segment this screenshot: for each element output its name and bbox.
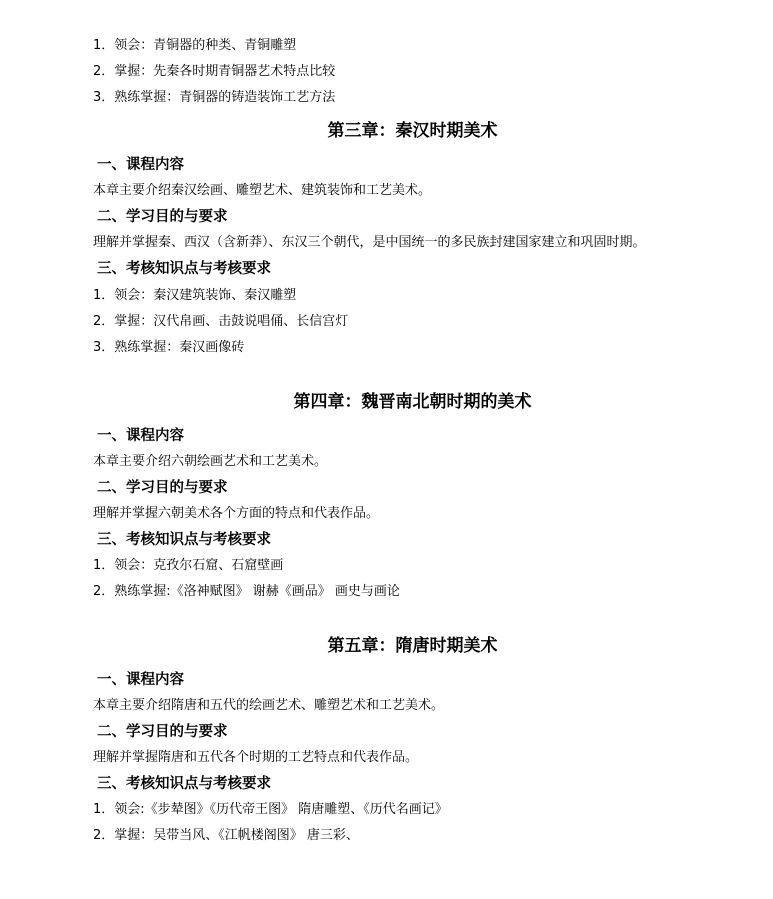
list-item: 3．熟练掌握：青铜器的铸造装饰工艺方法: [93, 90, 336, 105]
list-item: 1．领会：秦汉建筑装饰、秦汉雕塑: [93, 288, 297, 303]
chapter-title: 第五章：隋唐时期美术: [327, 636, 498, 656]
section-heading: 二、学习目的与要求: [97, 479, 228, 496]
list-item: 2．熟练掌握:《洛神赋图》 谢赫《画品》 画史与画论: [93, 584, 400, 599]
list-item: 1．领会：克孜尔石窟、石窟壁画: [93, 558, 284, 573]
chapter-title: 第三章：秦汉时期美术: [327, 121, 498, 141]
section-heading: 二、学习目的与要求: [97, 208, 228, 225]
chapter-title: 第四章：魏晋南北朝时期的美术: [293, 392, 532, 412]
list-item: 1．领会：青铜器的种类、青铜雕塑: [93, 38, 297, 53]
paragraph: 本章主要介绍六朝绘画艺术和工艺美术。: [93, 454, 328, 469]
section-heading: 一、课程内容: [97, 156, 184, 173]
paragraph: 本章主要介绍秦汉绘画、雕塑艺术、建筑装饰和工艺美术。: [93, 183, 432, 198]
paragraph: 理解并掌握秦、西汉（含新莽）、东汉三个朝代，是中国统一的多民族封建国家建立和巩固时期。: [93, 235, 646, 250]
section-heading: 三、考核知识点与考核要求: [97, 260, 271, 277]
section-heading: 一、课程内容: [97, 671, 184, 688]
section-heading: 三、考核知识点与考核要求: [97, 531, 271, 548]
section-heading: 二、学习目的与要求: [97, 723, 228, 740]
section-heading: 三、考核知识点与考核要求: [97, 775, 271, 792]
section-heading: 一、课程内容: [97, 427, 184, 444]
list-item: 3．熟练掌握：秦汉画像砖: [93, 340, 245, 355]
list-item: 1．领会:《步辇图》《历代帝王图》 隋唐雕塑、《历代名画记》: [93, 802, 448, 817]
list-item: 2．掌握：吴带当风、《江帆楼阁图》 唐三彩、: [93, 828, 359, 843]
list-item: 2．掌握：先秦各时期青铜器艺术特点比较: [93, 64, 336, 79]
paragraph: 理解并掌握六朝美术各个方面的特点和代表作品。: [93, 506, 380, 521]
paragraph: 本章主要介绍隋唐和五代的绘画艺术、雕塑艺术和工艺美术。: [93, 698, 445, 713]
paragraph: 理解并掌握隋唐和五代各个时期的工艺特点和代表作品。: [93, 750, 419, 765]
list-item: 2．掌握：汉代帛画、击鼓说唱俑、长信宫灯: [93, 314, 349, 329]
